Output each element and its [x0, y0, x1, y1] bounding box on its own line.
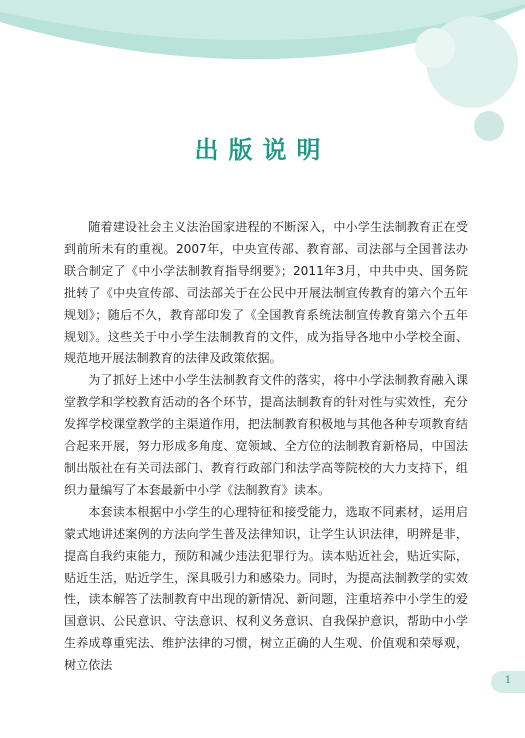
paragraph: 为了抓好上述中小学生法制教育文件的落实，将中小学法制教育融入课堂教学和学校教育活动的各个环节，提高法制教育的针对性与实效性，充分发挥学校课堂教学的主渠道作用，把法制教育积极地与其他各种专项教育结合起来开展，努力形成多角度、宽领域、全方位的法制教育新格局，中国法制出版社在有关司法部门、教育行政部门和法学高等院校的大力支持下，组织力量编写了本套最新中小学《法制教育》读本。: [64, 373, 468, 497]
page-title: 出版说明: [194, 135, 331, 164]
body-text: [64, 217, 468, 677]
page-number: 1: [504, 675, 512, 686]
paragraph: 随着建设社会主义法治国家进程的不断深入，中小学生法制教育正在受到前所未有的重视。2007年，中央宣传部、教育部、司法部与全国普法办联合制定了《中小学法制教育指导纲要》；2011年3月，中共中央、国务院批转了《中央宣传部、司法部关于在公民中开展法制宣传教育的第六个五年规划》；随后不久，教育部印发了《全国教育系统法制宣传教育第六个五年规划》。这些关于中小学生法制教育的文件，成为指导各地中小学校全面、规范地开展法制教育的法律及政策依据。: [64, 220, 468, 366]
paragraph: 本套读本根据中小学生的心理特征和接受能力，选取不同素材，运用启蒙式地讲述案例的方法向学生普及法律知识，让学生认识法律，明辨是非，提高自我约束能力，预防和减少违法犯罪行为。读本贴近社会，贴近实际，贴近生活，贴近学生，深具吸引力和感染力。同时，为提高法制教学的实效性，读本解答了法制教育中出现的新情况、新问题，注重培养中小学生的爱国意识、公民意识、守法意识、权利义务意识、自我保护意识，帮助中小学生养成尊重宪法、维护法律的习惯，树立正确的人生观、价值观和荣辱观，树立依法: [64, 504, 468, 673]
